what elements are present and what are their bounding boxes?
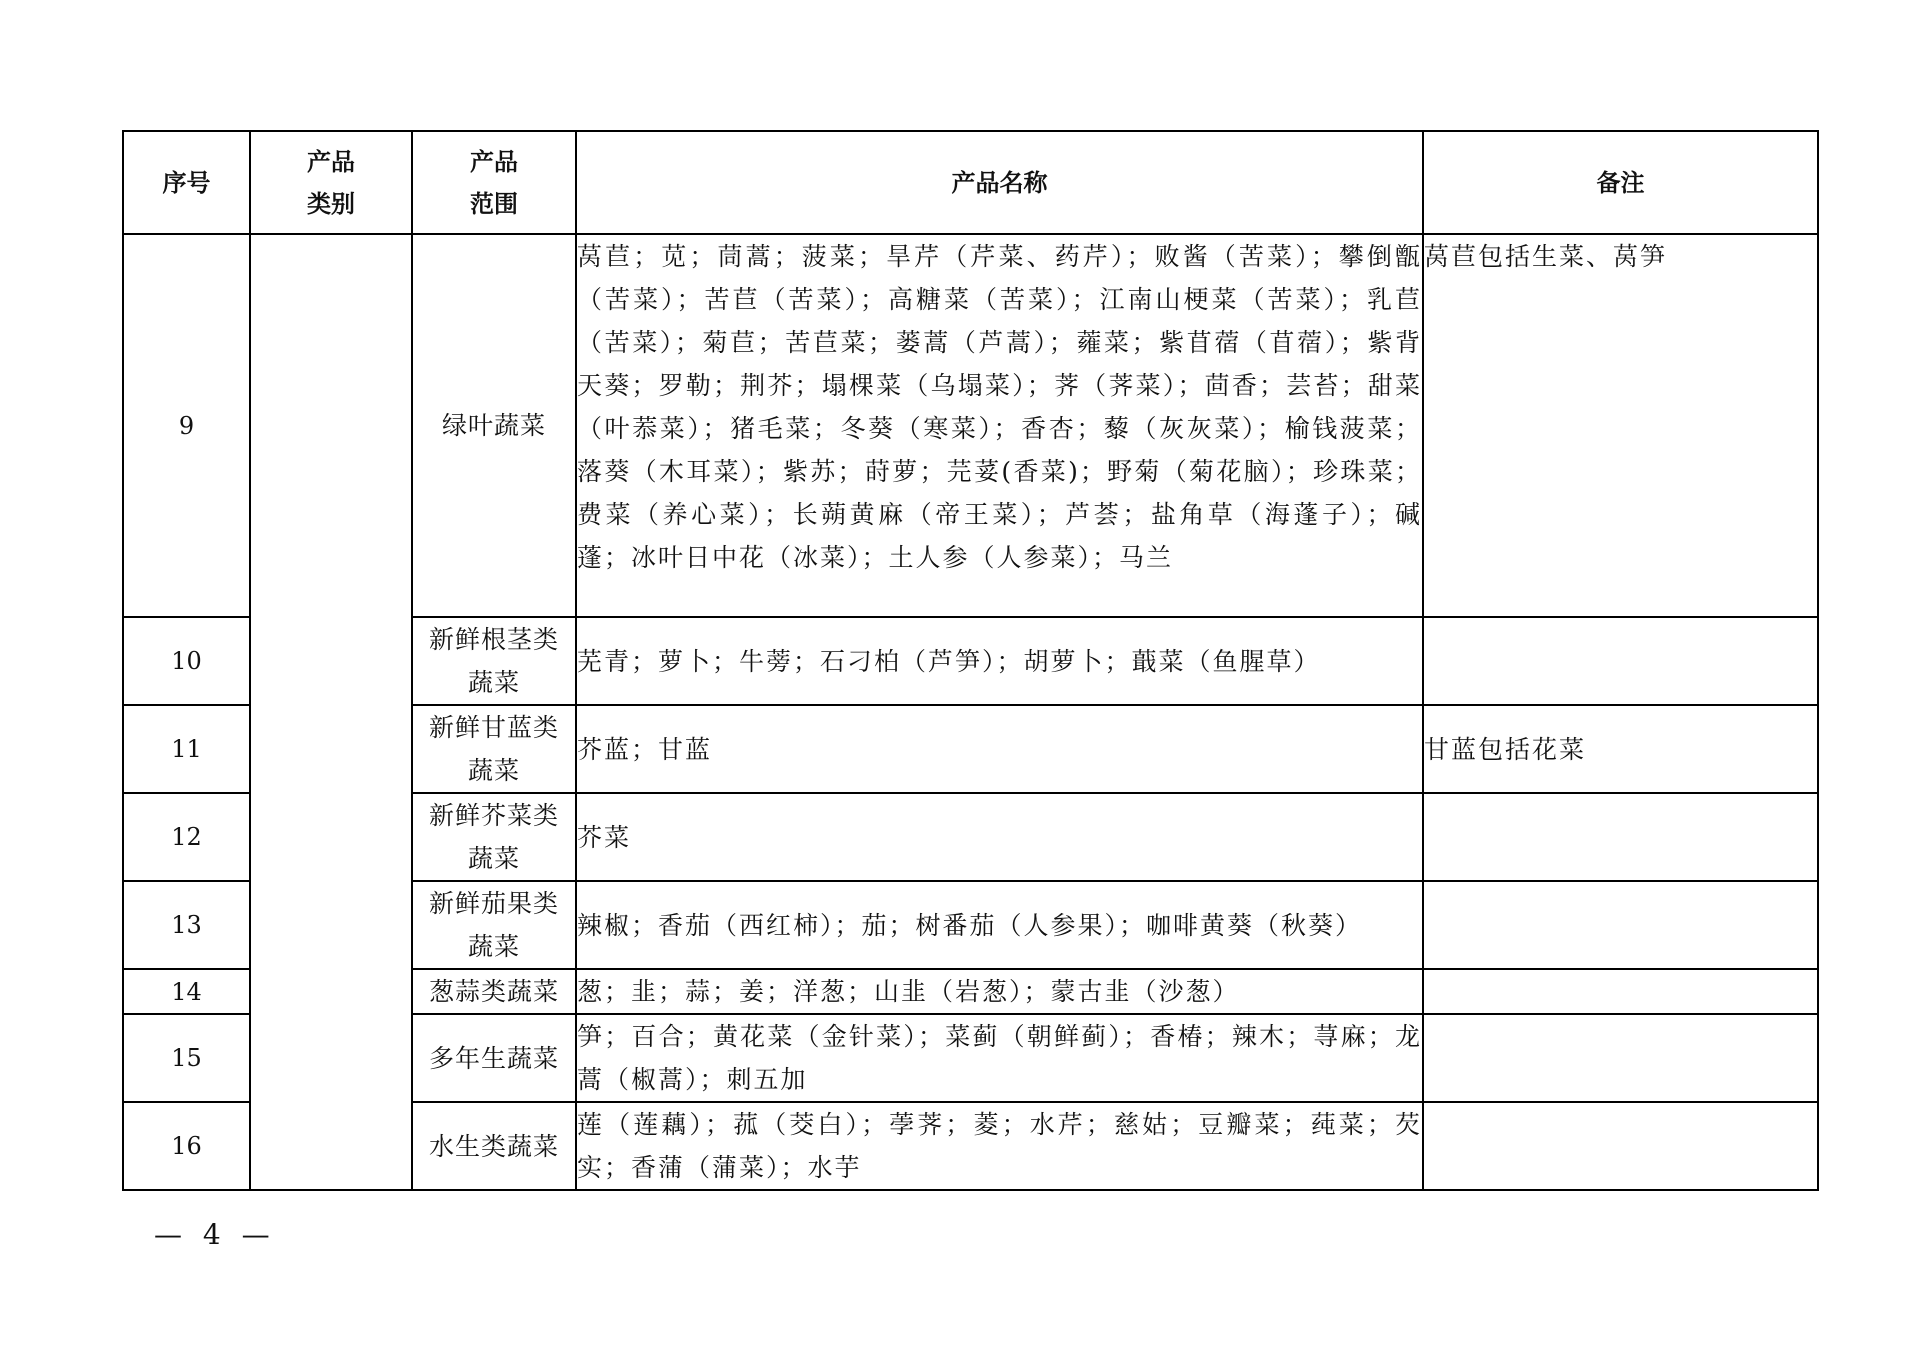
row-seq: 15 (123, 1014, 250, 1102)
row-seq: 10 (123, 617, 250, 705)
header-range (412, 131, 576, 234)
row-seq: 9 (123, 234, 250, 617)
row-seq: 13 (123, 881, 250, 969)
table-header-row (123, 131, 1818, 234)
header-note: 备注 (1423, 131, 1818, 234)
row-range: 多年生蔬菜 (412, 1014, 576, 1102)
row-seq: 16 (123, 1102, 250, 1190)
row-note (1423, 969, 1818, 1014)
row-seq: 12 (123, 793, 250, 881)
row-note (1423, 1014, 1818, 1102)
row-range: 水生类蔬菜 (412, 1102, 576, 1190)
header-seq: 序号 (123, 131, 250, 234)
row-note (1423, 881, 1818, 969)
row-note (1423, 793, 1818, 881)
row-names: 莴苣；苋；茼蒿；菠菜；旱芹（芹菜、药芹）；败酱（苦菜）；攀倒甑（苦菜）；苦苣（苦菜）；高糖菜（苦菜）；江南山梗菜（苦菜）；乳苣（苦菜）；菊苣；苦苣菜；蒌蒿（芦蒿）；蕹菜；紫苜蓿（苜蓿）；紫背天葵；罗勒；荆芥；塌棵菜（乌塌菜）；荠（荠菜）；茴香；芸苔；甜菜（叶菾菜）；猪毛菜；冬葵（寒菜）；香杏；藜（灰灰菜）；榆钱菠菜；落葵（木耳菜）；紫苏；莳萝；芫荽(香菜)；野菊（菊花脑）；珍珠菜；费菜（养心菜）；长蒴黄麻（帝王菜）；芦荟；盐角草（海蓬子）；碱蓬；冰叶日中花（冰菜）；土人参（人参菜）；马兰 (576, 234, 1423, 617)
row-seq: 14 (123, 969, 250, 1014)
header-range-line1: 产品 (470, 147, 518, 176)
row-note (1423, 1102, 1818, 1190)
row-range: 新鲜甘蓝类 蔬菜 (412, 705, 576, 793)
row-names: 莲（莲藕）；菰（茭白）；荸荠；菱；水芹；慈姑；豆瓣菜；莼菜；芡实；香蒲（蒲菜）；水芋 (576, 1102, 1423, 1190)
product-catalog-table (122, 130, 1819, 1191)
table-row (123, 234, 1818, 617)
row-note: 莴苣包括生菜、莴笋 (1423, 234, 1818, 617)
page-number: — 4 — (154, 1218, 276, 1251)
row-names: 芥蓝；甘蓝 (576, 705, 1423, 793)
row-names: 笋；百合；黄花菜（金针菜）；菜蓟（朝鲜蓟）；香椿；辣木；荨麻；龙蒿（椒蒿）；刺五加 (576, 1014, 1423, 1102)
header-category-line2: 类别 (307, 189, 355, 218)
header-name: 产品名称 (576, 131, 1423, 234)
row-note: 甘蓝包括花菜 (1423, 705, 1818, 793)
row-names: 芥菜 (576, 793, 1423, 881)
header-category-line1: 产品 (307, 147, 355, 176)
row-names: 葱；韭；蒜；姜；洋葱；山韭（岩葱）；蒙古韭（沙葱） (576, 969, 1423, 1014)
header-range-line2: 范围 (470, 189, 518, 218)
row-names: 芜青；萝卜；牛蒡；石刁柏（芦笋）；胡萝卜；蕺菜（鱼腥草） (576, 617, 1423, 705)
row-seq: 11 (123, 705, 250, 793)
row-range: 新鲜根茎类 蔬菜 (412, 617, 576, 705)
row-range: 新鲜芥菜类 蔬菜 (412, 793, 576, 881)
header-category (250, 131, 412, 234)
row-range: 葱蒜类蔬菜 (412, 969, 576, 1014)
row-range: 新鲜茄果类 蔬菜 (412, 881, 576, 969)
row-range: 绿叶蔬菜 (412, 234, 576, 617)
category-cell (250, 234, 412, 1190)
row-note (1423, 617, 1818, 705)
row-names: 辣椒；香茄（西红柿）；茄；树番茄（人参果）；咖啡黄葵（秋葵） (576, 881, 1423, 969)
